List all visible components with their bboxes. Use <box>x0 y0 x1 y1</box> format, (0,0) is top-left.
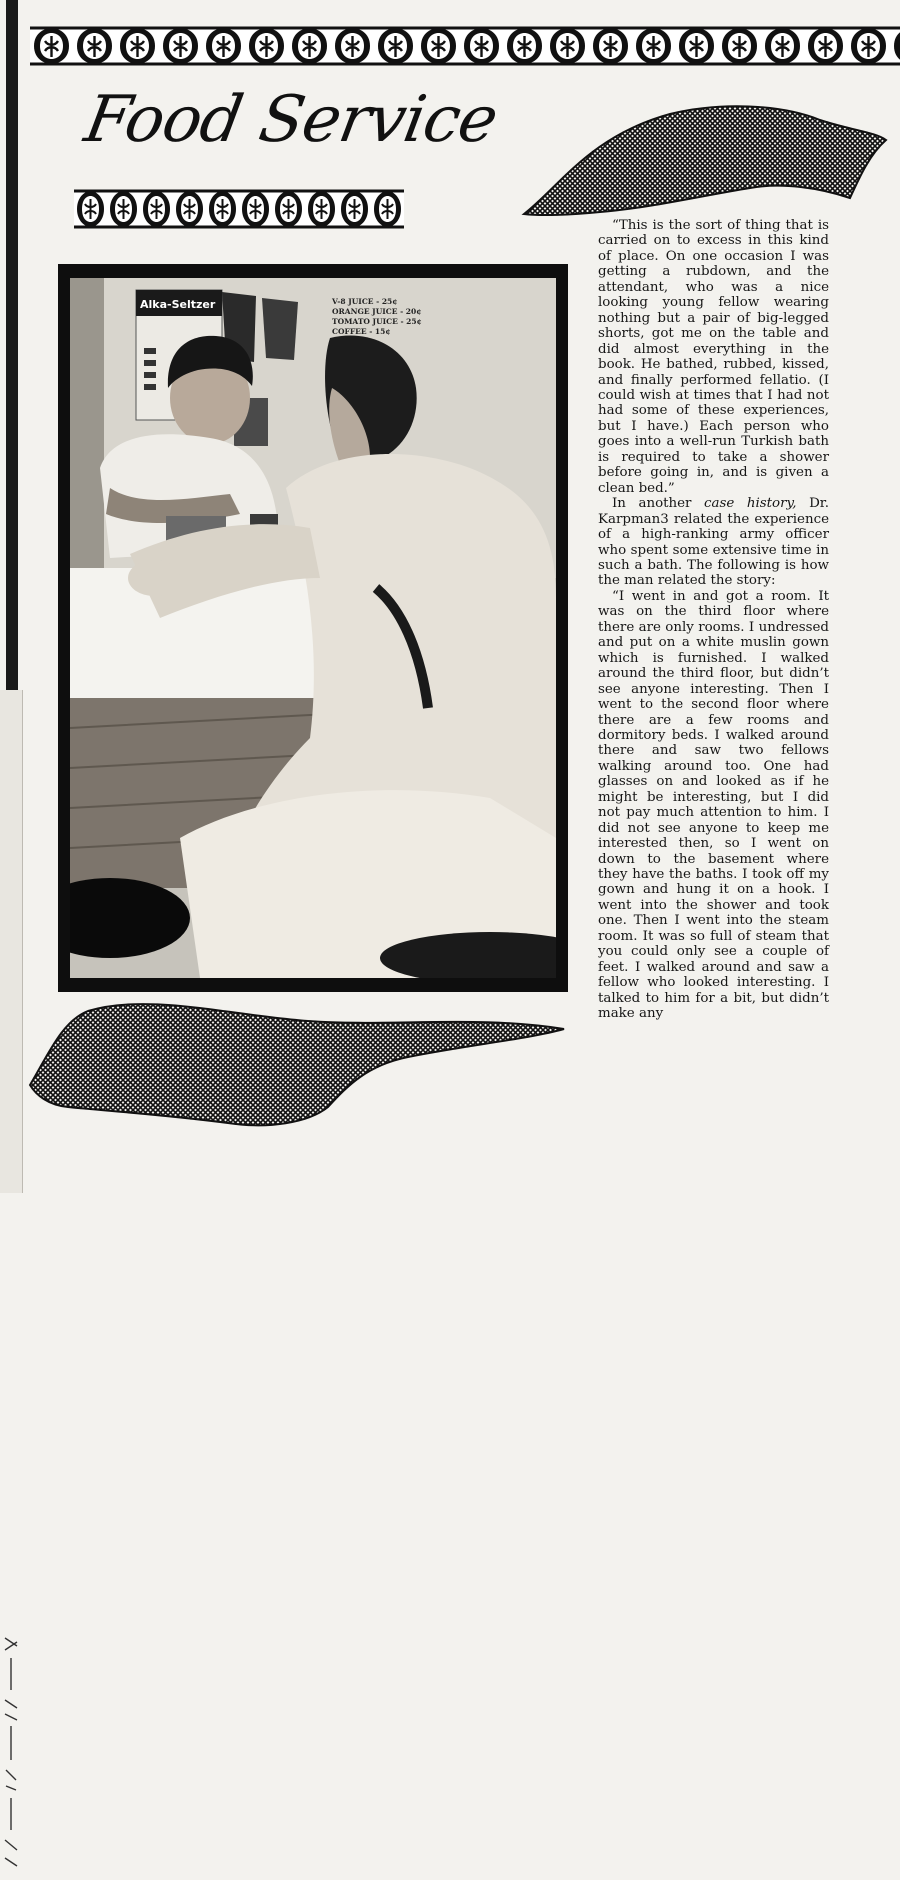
menu-line: ORANGE JUICE - 20¢ <box>332 307 422 316</box>
page-title: Food Service <box>79 83 503 157</box>
bath-snack-bar-photo <box>58 264 568 992</box>
decorative-border-top <box>30 24 900 68</box>
article-text: Dr. Karpman3 related the experience of a high-ranking army officer who spent some extensive time in such a bath. The following is how the man related the story: <box>598 496 829 589</box>
sign-alka-seltzer: Alka-Seltzer <box>140 298 216 311</box>
menu-line: TOMATO JUICE - 25¢ <box>332 317 422 326</box>
article-text: In another <box>612 496 705 512</box>
article-paragraph: “I went in and got a room. It was on the third floor where there are only rooms. I undressed and put on a white muslin gown which is furnished. I walked around the third floor, but didn’t see anyone interesting. Then I went to the second floor where there are a few rooms and dormitory beds. I walked around there and saw two fellows walking around too. One had glasses on and looked as if he might be interesting, but I did not pay much attention to him. I did not see anyone to keep me interested then, so I went on down to the basement where they have the baths. I took off my gown and hung it on a hook. I went into the shower and took one. Then I went into the steam room. It was so full of steam that you could only see a couple of feet. I walked around and saw a fellow who looked interesting. I talked to him for a bit, but didn’t make any <box>598 588 829 1022</box>
article-paragraph <box>598 496 829 589</box>
menu-line: V-8 JUICE - 25¢ <box>332 297 398 306</box>
page-edge-strip <box>0 690 23 1193</box>
decorative-border-sub <box>74 188 404 230</box>
edge-handwriting-marks <box>2 1630 20 1880</box>
crosshatch-ornament-top <box>520 96 890 220</box>
photo-illustration <box>70 278 556 978</box>
article-emphasis: case history, <box>704 496 797 512</box>
crosshatch-ornament-bottom <box>28 995 568 1130</box>
article-paragraph: “This is the sort of thing that is carried on to excess in this kind of place. On one occasion I was getting a rubdown, and the attendant, who was a nice looking young fellow wearing nothing but a pair of big-legged shorts, got me on the table and did almost everything in the book. He bathed, rubbed, kissed, and finally performed fellatio. (I could wish at times that I had not had some of these experiences, but I have.) Each person who goes into a well-run Turkish bath is required to take a shower before going in, and is given a clean bed.” <box>598 218 829 496</box>
article-column <box>598 218 829 1022</box>
menu-line: COFFEE - 15¢ <box>332 327 391 336</box>
page-margin-rule <box>6 0 18 700</box>
